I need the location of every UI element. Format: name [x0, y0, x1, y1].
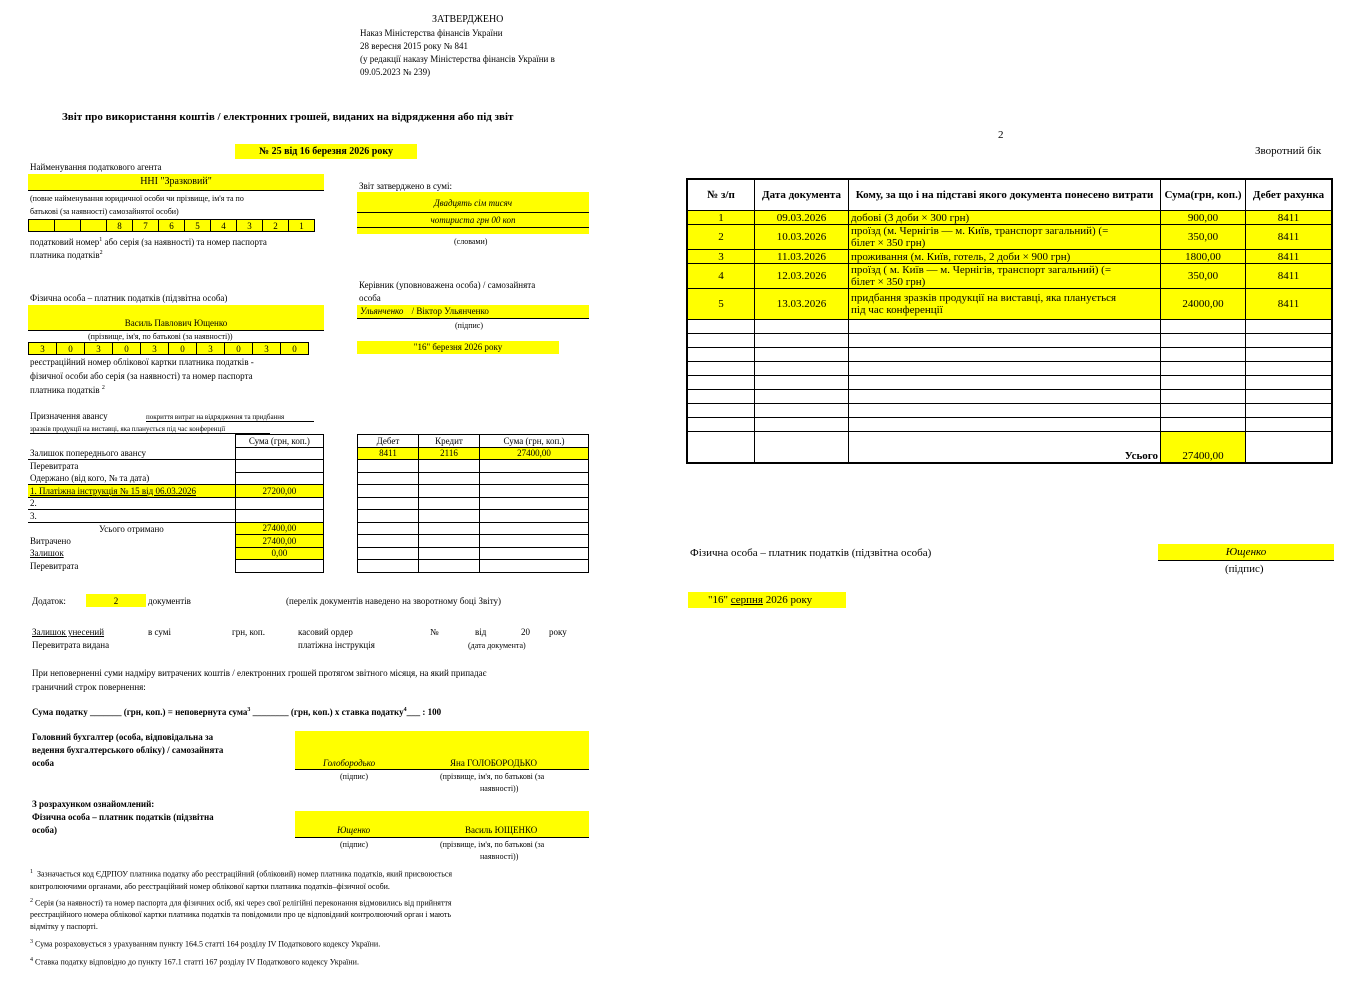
digit-cell: 5: [185, 220, 211, 232]
advance-table: [28, 434, 324, 573]
acquainted-signature-area: [295, 811, 589, 838]
advance-row-label: Одержано (від кого, № та дата): [28, 472, 235, 485]
agent-label: Найменування податкового агента: [30, 162, 162, 172]
digit-cell: [81, 220, 107, 232]
digit-cell: [55, 220, 81, 232]
approved-heading: ЗАТВЕРДЖЕНО: [432, 14, 504, 25]
desc-line: білет × 350 грн): [851, 237, 926, 249]
balance-hint: (дата документа): [468, 641, 526, 650]
report-number: № 25 від 16 березня 2026 року: [235, 144, 417, 159]
footnote-mark: 2: [101, 385, 105, 391]
total-row: [687, 432, 1332, 464]
advance-row-label: Витрачено: [30, 535, 71, 546]
footnote: [30, 936, 590, 951]
digit-cell: 3: [237, 220, 263, 232]
row-debit: 8411: [1246, 289, 1333, 320]
row-sum: 24000,00: [1161, 289, 1246, 320]
approval-line: Наказ Міністерства фінансів України: [360, 28, 503, 38]
row-number: 2: [687, 225, 755, 250]
back-date: [688, 592, 846, 608]
advance-purpose: зразків продукції на виставці, яка планується під час конференції: [30, 425, 270, 434]
advance-label: Призначення авансу: [30, 411, 108, 421]
row-debit: 8411: [1246, 250, 1333, 264]
approval-line: (у редакції наказу Міністерства фінансів України в: [360, 54, 555, 64]
accountant-name-hint: (прізвище, ім'я, по батькові (за: [440, 772, 545, 781]
advance-row-value: [235, 447, 323, 460]
person-id-note: [30, 385, 105, 395]
footnote-text: Ставка податку відповідно до пункту 167.1 статті 167 розділу IV Податкового кодексу України.: [35, 957, 359, 967]
agent-code-grid: [28, 219, 315, 232]
row-debit: 8411: [1246, 211, 1333, 225]
row-sum: 1800,00: [1161, 250, 1246, 264]
acc-debit: 8411: [358, 447, 419, 460]
row-desc: [849, 250, 1161, 264]
footnote: [30, 895, 590, 910]
digit-cell: 8: [107, 220, 133, 232]
footnote-text: Зазначається код ЄДРПОУ платника податку або реєстраційний (обліковий) номер платника податків, який присвоюється: [37, 869, 453, 879]
advance-row-label: Перевитрата: [30, 461, 79, 471]
footnote: [30, 866, 590, 881]
acquainted-label: Фізична особа – платник податків (підзвітна: [32, 812, 214, 822]
person-id-grid: [28, 342, 309, 355]
footnote-text: реєстраційного номера облікової картки платника податків та повідомили про це відповідний контролюючий орган і мають: [30, 910, 452, 920]
col-header: Сума(грн, коп.): [1161, 179, 1246, 211]
row-number: 3: [687, 250, 755, 264]
advance-row-label: Перевитрата: [30, 560, 79, 571]
footnote-mark: 2: [30, 897, 33, 904]
empty-row: [687, 362, 1332, 376]
acquainted-sig-hint: (підпис): [340, 840, 369, 849]
back-side-label: Зворотний бік: [1255, 145, 1322, 157]
head-signature: Ульянченко: [360, 306, 404, 316]
attachment-note: (перелік документів наведено на зворотному боці Звіту): [286, 596, 502, 606]
row-desc: [849, 225, 1161, 250]
digit-cell: 4: [211, 220, 237, 232]
advance-purpose: покриття витрат на відрядження та придбання: [146, 413, 314, 422]
approved-sum-hint: (словами): [454, 237, 488, 246]
balance-text: Перевитрата видана: [32, 640, 110, 650]
advance-row-label: 2.: [28, 497, 235, 510]
acquainted-name-hint: наявності)): [480, 852, 519, 861]
advance-row-label: Залишок: [30, 548, 64, 559]
advance-row-label: 1. Платіжна інструкція № 15 від 06.03.2026: [28, 485, 235, 498]
row-date: 10.03.2026: [755, 225, 849, 250]
advance-row-value: 27400,00: [235, 522, 323, 535]
person-id-note: фізичної особи або серія (за наявності) та номер паспорта: [30, 371, 253, 381]
col-header: Дебет рахунка: [1246, 179, 1333, 211]
balance-label: Залишок унесений: [32, 627, 105, 637]
digit-cell: 3: [141, 343, 169, 355]
accounting-table: [357, 434, 589, 573]
footnote-text: Сума розраховується з урахуванням пункту 164.5 статті 164 розділу IV Податкового кодексу України.: [35, 939, 381, 949]
date-year: 2026 року: [765, 594, 813, 606]
acc-credit: 2116: [419, 447, 480, 460]
balance-text: грн, коп.: [232, 627, 265, 637]
table-row: [687, 211, 1332, 225]
head-signature-line: [357, 305, 589, 319]
digit-cell: 0: [225, 343, 253, 355]
row-sum: 350,00: [1161, 225, 1246, 250]
attachment-label: Додаток:: [32, 596, 66, 606]
row-desc: [849, 211, 1161, 225]
sum-words-line: чотириста грн 00 коп: [357, 213, 589, 228]
agent-name: ННІ "Зразковий": [28, 174, 324, 191]
head-date: "16" березня 2026 року: [357, 341, 559, 354]
row-date: 11.03.2026: [755, 250, 849, 264]
desc-line: добові (3 доби × 300 грн): [851, 211, 970, 224]
person-hint: (прізвище, ім'я, по батькові (за наявності)): [88, 332, 233, 341]
digit-cell: 0: [113, 343, 141, 355]
accountant-name-hint: наявності)): [480, 784, 519, 793]
desc-line: білет × 350 грн): [851, 276, 926, 288]
approved-sum-words: [357, 192, 589, 234]
balance-text: касовий ордер: [298, 627, 353, 637]
empty-row: [687, 320, 1332, 334]
balance-text: року: [549, 627, 567, 637]
balance-text: 20: [521, 627, 530, 637]
acc-header: Кредит: [419, 435, 480, 448]
approved-sum-label: Звіт затверджено в сумі:: [359, 181, 452, 191]
accountant-label: ведення бухгалтерського обліку) / самозайнята: [32, 745, 224, 755]
row-date: 13.03.2026: [755, 289, 849, 320]
accountant-name: Яна ГОЛОБОРОДЬКО: [450, 758, 538, 768]
col-header: Дата документа: [755, 179, 849, 211]
digit-cell: 3: [29, 343, 57, 355]
footnote-mark: 1: [99, 237, 103, 243]
footnote-mark: 4: [30, 956, 33, 963]
date-day: "16": [708, 594, 728, 606]
head-label: особа: [359, 293, 381, 303]
page-number: 2: [998, 129, 1004, 141]
footnote-mark: 3: [247, 707, 251, 713]
desc-line: придбання зразків продукції на виставці, яка планується: [851, 292, 1117, 304]
balance-text: платіжна інструкція: [298, 640, 375, 650]
digit-cell: 7: [133, 220, 159, 232]
agent-hint: батькові (за наявності) самозайнятої особи): [30, 207, 179, 216]
digit-cell: 3: [253, 343, 281, 355]
attachment-count: 2: [86, 594, 146, 607]
row-desc: [849, 289, 1161, 320]
person-name: Василь Павлович Ющенко: [28, 305, 324, 331]
table-row: [687, 264, 1332, 289]
advance-row-label: 3.: [28, 510, 235, 523]
empty-row: [687, 348, 1332, 362]
empty-row: [687, 418, 1332, 432]
advance-row-value: 27400,00: [235, 535, 323, 548]
acquainted-label: З розрахунком ознайомлений:: [32, 799, 155, 809]
digit-cell: 2: [263, 220, 289, 232]
note-text: платника податків: [30, 250, 100, 260]
note-text: платника податків: [30, 385, 100, 395]
approval-line: 09.05.2023 № 239): [360, 67, 431, 77]
row-date: 09.03.2026: [755, 211, 849, 225]
advance-row-value: [235, 560, 323, 573]
digit-cell: 0: [57, 343, 85, 355]
balance-text: від: [475, 627, 487, 637]
notice-text: При неповерненні суми надміру витрачених коштів / електронних грошей протягом звітного місяця, на який припадає: [32, 668, 487, 678]
balance-text: №: [430, 627, 439, 637]
accountant-sig-hint: (підпис): [340, 772, 369, 781]
formula-text: ___ : 100: [406, 707, 442, 717]
footnote-mark: 4: [403, 707, 407, 713]
table-row: [687, 289, 1332, 320]
advance-row-value: [235, 510, 323, 523]
back-person-label: Фізична особа – платник податків (підзвітна особа): [690, 547, 932, 559]
formula-text: ________ (грн, коп.) х ставка податку: [252, 707, 404, 717]
digit-cell: 3: [197, 343, 225, 355]
footnotes: [30, 866, 590, 969]
advance-row-label: Залишок попереднього авансу: [28, 447, 235, 460]
agent-code-note-2: [30, 250, 103, 260]
back-sig-hint: (підпис): [1225, 563, 1264, 575]
agent-code-note: [30, 237, 267, 247]
accountant-label: особа: [32, 758, 54, 768]
footnote-mark: 2: [99, 250, 103, 256]
footnote-mark: 1: [30, 869, 33, 875]
note-text: або серія (за наявності) та номер паспорта: [104, 237, 267, 247]
footnote-text: відмітку у паспорті.: [30, 922, 98, 932]
digit-cell: 6: [159, 220, 185, 232]
advance-row-value: [235, 497, 323, 510]
back-signature: Ющенко: [1158, 544, 1334, 561]
agent-hint: (повне найменування юридичної особи чи прізвище, ім'я та по: [30, 194, 244, 203]
col-header: Кому, за що і на підставі якого документа понесено витрати: [849, 179, 1161, 211]
person-label: Фізична особа – платник податків (підзвітна особа): [30, 293, 228, 303]
digit-cell: 0: [281, 343, 309, 355]
approval-line: 28 вересня 2015 року № 841: [360, 41, 468, 51]
digit-cell: 1: [289, 220, 315, 232]
notice-text: граничний строк повернення:: [32, 682, 146, 692]
acc-header: Сума (грн, коп.): [480, 435, 589, 448]
accountant-signature-area: [295, 731, 589, 770]
head-hint: (підпис): [455, 321, 484, 330]
desc-line: проживання (м. Київ, готель, 2 доби × 900 грн): [851, 250, 1071, 263]
total-label: Усього: [849, 432, 1161, 464]
table-row: [687, 250, 1332, 264]
desc-line: під час конференції: [851, 304, 943, 316]
digit-cell: 3: [85, 343, 113, 355]
empty-row: [687, 334, 1332, 348]
tax-formula: [32, 707, 441, 717]
acquainted-signature: Ющенко: [337, 825, 371, 835]
row-debit: 8411: [1246, 264, 1333, 289]
accountant-label: Головний бухгалтер (особа, відповідальна за: [32, 732, 214, 742]
head-label: Керівник (уповноважена особа) / самозайнята: [359, 280, 536, 290]
footnote-text: Серія (за наявності) та номер паспорта для фізичних осіб, які через свої релігійні переконання відмовились від прийняття: [35, 898, 452, 908]
acquainted-label: особа): [32, 825, 57, 835]
row-debit: 8411: [1246, 225, 1333, 250]
head-name: / Віктор Ульянченко: [411, 306, 489, 316]
footnote-mark: 3: [30, 939, 33, 946]
balance-text: в сумі: [148, 627, 171, 637]
advance-row-value: [235, 460, 323, 473]
report-title: Звіт про використання коштів / електронних грошей, виданих на відрядження або під звіт: [62, 111, 514, 123]
row-sum: 350,00: [1161, 264, 1246, 289]
sum-header: Сума (грн, коп.): [235, 435, 323, 448]
empty-row: [687, 376, 1332, 390]
footnote-text: контролюючими органами, або реєстраційний номер облікової картки платника податків–фізичної особи.: [30, 881, 390, 891]
row-number: 5: [687, 289, 755, 320]
row-sum: 900,00: [1161, 211, 1246, 225]
sum-words-line: Двадцять сім тисяч: [357, 192, 589, 213]
date-month: серпня: [730, 594, 763, 606]
attachment-unit: документів: [148, 596, 191, 606]
row-date: 12.03.2026: [755, 264, 849, 289]
row-number: 4: [687, 264, 755, 289]
row-desc: [849, 264, 1161, 289]
note-text: податковий номер: [30, 237, 100, 247]
row-number: 1: [687, 211, 755, 225]
table-row: [687, 225, 1332, 250]
expenses-table: [686, 178, 1333, 464]
advance-row-label: Усього отримано: [99, 523, 164, 534]
digit-cell: 0: [169, 343, 197, 355]
acc-header: Дебет: [358, 435, 419, 448]
empty-row: [687, 404, 1332, 418]
accountant-signature: Голобородько: [323, 758, 376, 768]
advance-row-value: 27200,00: [235, 485, 323, 498]
desc-line: проїзд ( м. Київ — м. Чернігів, транспорт загальний) (=: [851, 264, 1112, 276]
total-value: 27400,00: [1161, 432, 1246, 464]
desc-line: проїзд (м. Чернігів — м. Київ, транспорт загальний) (=: [851, 225, 1109, 237]
advance-row-value: [235, 472, 323, 485]
digit-cell: [29, 220, 55, 232]
footnote: [30, 954, 590, 969]
advance-row-value: 0,00: [235, 547, 323, 560]
col-header: № з/п: [687, 179, 755, 211]
formula-text: Сума податку _______ (грн, коп.) = неповернута сума: [32, 707, 248, 717]
acquainted-name: Василь ЮЩЕНКО: [465, 825, 538, 835]
person-id-note: реєстраційний номер облікової картки платника податків -: [30, 357, 254, 367]
acc-sum: 27400,00: [480, 447, 589, 460]
acquainted-name-hint: (прізвище, ім'я, по батькові (за: [440, 840, 545, 849]
empty-row: [687, 390, 1332, 404]
